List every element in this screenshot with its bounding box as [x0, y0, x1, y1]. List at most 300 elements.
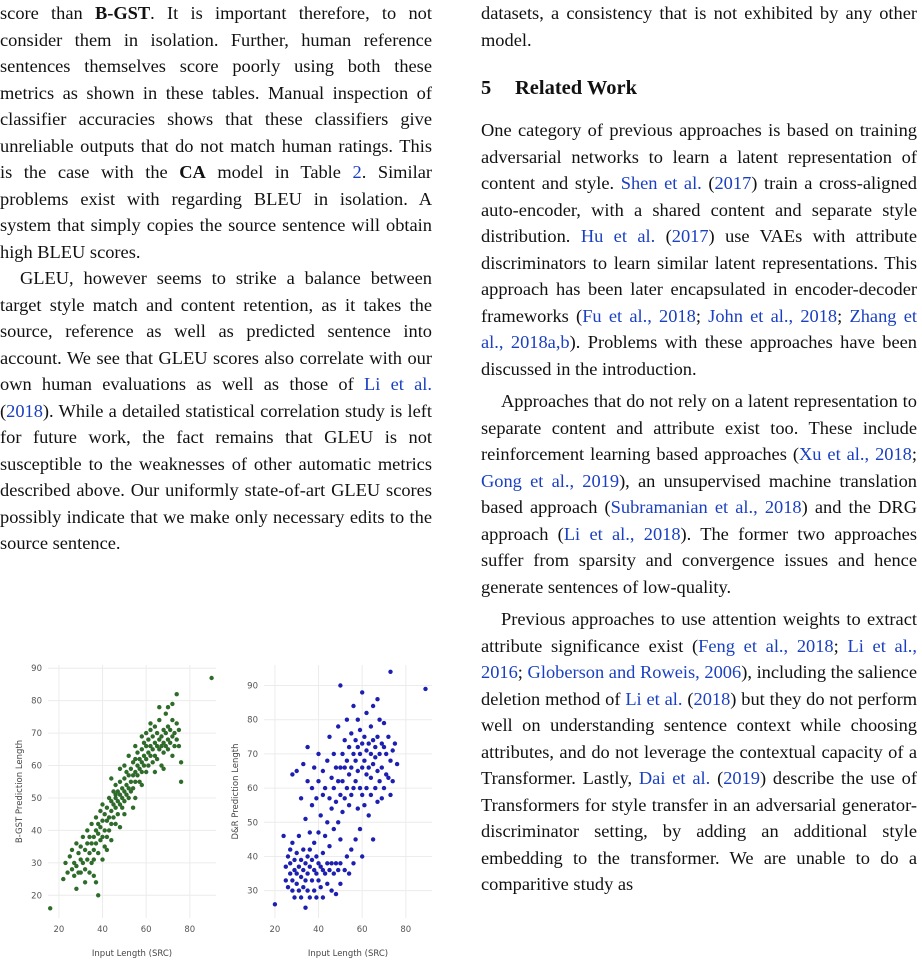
data-point [353, 837, 357, 841]
data-point [70, 848, 74, 852]
data-point [161, 767, 165, 771]
data-point [286, 885, 290, 889]
data-point [109, 809, 113, 813]
y-axis-label: B-GST Prediction Length [15, 739, 25, 844]
y-tick-label: 50 [247, 818, 258, 829]
data-point [319, 813, 323, 817]
data-point [122, 799, 126, 803]
data-point [175, 721, 179, 725]
data-point [153, 770, 157, 774]
citation-link[interactable]: Subramanian et al., 2018 [610, 497, 802, 517]
y-tick-label: 30 [31, 858, 42, 869]
data-point [345, 718, 349, 722]
data-point [327, 796, 331, 800]
data-point [303, 906, 307, 910]
data-point [303, 878, 307, 882]
data-point [303, 861, 307, 865]
text-run: ) describe the use of Transformers for style transfer in an adversarial generator-discriminator setting, by adding an additional style embedding to the transformer. We are unable to do a comparitive study as [481, 768, 917, 894]
data-point [327, 868, 331, 872]
data-point [358, 827, 362, 831]
data-point [343, 868, 347, 872]
data-point [151, 747, 155, 751]
data-point [83, 867, 87, 871]
data-point [118, 767, 122, 771]
data-point [288, 871, 292, 875]
paragraph [481, 0, 917, 53]
data-point [386, 776, 390, 780]
data-point [308, 895, 312, 899]
y-tick-label: 60 [31, 761, 42, 772]
data-point [347, 871, 351, 875]
data-point [336, 779, 340, 783]
data-point [135, 750, 139, 754]
x-tick-label: 80 [184, 925, 196, 935]
x-tick-label: 60 [140, 925, 152, 935]
text-run: ) use VAEs with attribute discriminators to learn similar latent representations. This approach has been later encapsulated in encoder-decoder frameworks ( [481, 226, 917, 326]
dr-scatter-plot [216, 651, 432, 980]
data-point [127, 773, 131, 777]
citation-link[interactable]: 2017 [714, 173, 752, 193]
data-point [321, 851, 325, 855]
data-point [140, 783, 144, 787]
data-point [382, 745, 386, 749]
data-point [301, 885, 305, 889]
paragraph [0, 265, 432, 557]
citation-link[interactable]: 2 [352, 162, 362, 182]
data-point [61, 877, 65, 881]
data-point [312, 765, 316, 769]
data-point [166, 747, 170, 751]
data-point [113, 783, 117, 787]
data-point [120, 806, 124, 810]
citation-link[interactable]: Feng et al., 2018 [698, 635, 834, 656]
data-point [144, 757, 148, 761]
data-point [336, 820, 340, 824]
data-point [332, 786, 336, 790]
data-point [131, 786, 135, 790]
text-run: . It is important therefore, to not consider them in isolation. Further, human reference sentences themselves score poorly using both these metrics as shown in these tables. Manual inspection of classifier accuracies shows that these classifiers give unreliable outputs that do not match human ratings. This is the case with the [0, 3, 432, 182]
data-point [146, 763, 150, 767]
data-point [292, 895, 296, 899]
data-point [122, 776, 126, 780]
y-tick-label: 50 [31, 793, 42, 804]
data-point [292, 858, 296, 862]
data-point [323, 834, 327, 838]
data-point [364, 711, 368, 715]
data-point [140, 734, 144, 738]
data-point [118, 825, 122, 829]
data-point [122, 812, 126, 816]
data-point [351, 786, 355, 790]
section-heading [481, 75, 917, 101]
citation-link[interactable]: Hu et al. [580, 226, 656, 246]
section-number: 5 [481, 77, 492, 99]
x-tick-label: 60 [356, 925, 368, 935]
data-point [98, 809, 102, 813]
x-tick-label: 40 [97, 925, 108, 935]
data-point [148, 721, 152, 725]
data-point [382, 786, 386, 790]
y-tick-label: 60 [247, 784, 258, 795]
data-point [79, 844, 83, 848]
data-point [109, 838, 113, 842]
text-run: ( [682, 688, 694, 709]
data-point [310, 858, 314, 862]
data-point [305, 779, 309, 783]
data-point [74, 864, 78, 868]
paragraph [0, 0, 432, 265]
data-point [140, 747, 144, 751]
data-point [87, 870, 91, 874]
text-run: score than [0, 3, 95, 23]
data-point [329, 776, 333, 780]
data-point [332, 827, 336, 831]
data-point [349, 731, 353, 735]
citation-link[interactable]: Shen et al. [620, 173, 702, 193]
data-point [338, 882, 342, 886]
data-point [179, 760, 183, 764]
data-point [159, 734, 163, 738]
data-point [177, 728, 181, 732]
data-point [362, 759, 366, 763]
text-run: GLEU, however seems to strike a balance between target style match and content retention, as it takes the source, reference as well as predicted sentence into account. We see that GLEU scores also correlate with our own human evaluations as well as those of [0, 268, 432, 394]
data-point [170, 754, 174, 758]
data-point [347, 803, 351, 807]
data-point [301, 847, 305, 851]
bold-term: B-GST [94, 3, 151, 23]
data-point [312, 841, 316, 845]
data-point [92, 874, 96, 878]
citation-link[interactable]: Li et al. [364, 374, 433, 394]
data-point [380, 765, 384, 769]
citation-link[interactable]: Li et al., 2016 [481, 635, 917, 682]
data-point [314, 871, 318, 875]
data-point [340, 752, 344, 756]
data-point [305, 888, 309, 892]
data-point [155, 731, 159, 735]
data-point [316, 779, 320, 783]
data-point [371, 762, 375, 766]
bold-term: CA [179, 162, 206, 182]
data-point [334, 892, 338, 896]
data-point [325, 861, 329, 865]
data-point [391, 748, 395, 752]
data-point [345, 854, 349, 858]
y-tick-label: 70 [247, 749, 258, 760]
data-point [310, 878, 314, 882]
data-point [353, 779, 357, 783]
data-point [92, 857, 96, 861]
data-point [144, 744, 148, 748]
data-point [290, 841, 294, 845]
text-run: ), including the salience deletion method of [481, 662, 918, 709]
data-point [148, 754, 152, 758]
data-point [338, 837, 342, 841]
data-point [321, 793, 325, 797]
data-point [367, 765, 371, 769]
data-point [290, 888, 294, 892]
citation-link[interactable]: 2018 [6, 400, 43, 421]
data-point [351, 752, 355, 756]
data-point [172, 731, 176, 735]
data-point [109, 822, 113, 826]
data-point [345, 759, 349, 763]
data-point [380, 796, 384, 800]
data-point [395, 762, 399, 766]
text-run: ; [837, 305, 850, 326]
data-point [319, 885, 323, 889]
data-point [329, 806, 333, 810]
data-point [299, 875, 303, 879]
data-point [351, 704, 355, 708]
data-point [175, 692, 179, 696]
citation-link[interactable]: Li et al. [625, 688, 683, 709]
data-point [299, 895, 303, 899]
data-point [209, 676, 213, 680]
data-point [338, 765, 342, 769]
data-point [323, 871, 327, 875]
text-run: ; [695, 305, 709, 326]
data-point [155, 757, 159, 761]
left-column [0, 0, 433, 959]
data-point [116, 812, 120, 816]
data-point [164, 731, 168, 735]
data-point [286, 854, 290, 858]
data-point [369, 724, 373, 728]
text-run: ( [710, 768, 724, 788]
text-run: ( [701, 173, 715, 193]
data-point [168, 741, 172, 745]
text-run: ( [655, 226, 672, 246]
text-run: datasets, a consistency that is not exhibited by any other model. [481, 3, 917, 50]
data-point [113, 822, 117, 826]
data-point [297, 888, 301, 892]
data-point [377, 718, 381, 722]
data-point [94, 815, 98, 819]
data-point [118, 780, 122, 784]
data-point [360, 765, 364, 769]
data-point [310, 803, 314, 807]
x-axis-label: Input Length (SRC) [307, 949, 389, 959]
data-point [164, 712, 168, 716]
data-point [334, 861, 338, 865]
data-point [295, 769, 299, 773]
data-point [349, 793, 353, 797]
y-tick-label: 30 [247, 886, 258, 897]
data-point [288, 847, 292, 851]
data-point [340, 779, 344, 783]
y-tick-label: 80 [247, 715, 258, 726]
data-point [135, 773, 139, 777]
data-point [299, 858, 303, 862]
text-run: ). The former two approaches suffer from sparsity and convergence issues and hence generate sentences of low-quality. [481, 523, 917, 597]
data-point [329, 888, 333, 892]
data-point [305, 745, 309, 749]
data-point [81, 835, 85, 839]
text-run: ; [517, 662, 528, 682]
data-point [148, 728, 152, 732]
data-point [314, 854, 318, 858]
data-point [100, 802, 104, 806]
data-point [314, 796, 318, 800]
data-point [85, 828, 89, 832]
data-point [179, 780, 183, 784]
citation-link[interactable]: Xu et al., 2018 [798, 444, 912, 464]
data-point [83, 848, 87, 852]
data-point [177, 744, 181, 748]
data-point [146, 737, 150, 741]
data-point [94, 841, 98, 845]
data-point [356, 745, 360, 749]
text-run: ), an unsupervised machine translation based approach ( [481, 470, 917, 517]
data-point [103, 812, 107, 816]
data-point [329, 861, 333, 865]
text-run: ( [0, 400, 7, 421]
data-point [345, 786, 349, 790]
data-point [338, 793, 342, 797]
data-point [351, 861, 355, 865]
data-point [63, 861, 67, 865]
citation-link[interactable]: 2018 [693, 688, 731, 709]
data-point [332, 752, 336, 756]
data-point [358, 786, 362, 790]
data-point [371, 738, 375, 742]
data-point [129, 780, 133, 784]
data-point [343, 738, 347, 742]
data-point [349, 765, 353, 769]
data-point [281, 834, 285, 838]
citation-link[interactable]: 2019 [723, 768, 760, 788]
data-point [353, 759, 357, 763]
data-point [373, 745, 377, 749]
data-point [323, 786, 327, 790]
data-point [297, 865, 301, 869]
data-point [423, 687, 427, 691]
data-point [347, 745, 351, 749]
data-point [367, 813, 371, 817]
data-point [172, 744, 176, 748]
data-point [89, 822, 93, 826]
data-point [325, 820, 329, 824]
data-point [151, 734, 155, 738]
data-point [92, 835, 96, 839]
data-point [375, 769, 379, 773]
data-point [343, 796, 347, 800]
data-point [144, 731, 148, 735]
data-point [321, 895, 325, 899]
data-point [316, 830, 320, 834]
citation-link[interactable]: Fu et al., 2018 [582, 305, 696, 326]
data-point [133, 757, 137, 761]
data-point [299, 796, 303, 800]
data-point [364, 748, 368, 752]
data-point [48, 906, 52, 910]
y-tick-label: 90 [31, 664, 42, 675]
data-point [388, 759, 392, 763]
data-point [111, 815, 115, 819]
text-run: Approaches that do not rely on a latent representation to separate content and attribute exist too. These include reinforcement learning based approaches ( [481, 391, 917, 464]
data-point [168, 728, 172, 732]
data-point [89, 841, 93, 845]
data-point [364, 772, 368, 776]
data-point [105, 848, 109, 852]
y-tick-label: 20 [31, 891, 42, 902]
citation-link[interactable]: Zhang et al., 2018a,b [481, 305, 917, 352]
data-point [113, 793, 117, 797]
citation-link[interactable]: Dai et al. [638, 768, 711, 788]
data-point [327, 844, 331, 848]
data-point [170, 702, 174, 706]
data-point [386, 735, 390, 739]
citation-link[interactable]: 2017 [671, 226, 709, 246]
text-run: model in Table [205, 162, 353, 182]
citation-link[interactable]: Li et al., 2018 [563, 523, 681, 544]
paragraph [481, 117, 917, 382]
data-point [100, 857, 104, 861]
data-point [305, 854, 309, 858]
paragraph [481, 388, 917, 600]
data-point [83, 880, 87, 884]
data-point [151, 760, 155, 764]
data-point [288, 861, 292, 865]
data-point [364, 786, 368, 790]
data-point [87, 851, 91, 855]
data-point [305, 871, 309, 875]
data-point [96, 893, 100, 897]
data-point [316, 752, 320, 756]
citation-link[interactable]: Globerson and Roweis, 2006 [527, 662, 742, 682]
data-point [295, 851, 299, 855]
y-tick-label: 90 [247, 681, 258, 692]
data-point [105, 806, 109, 810]
x-tick-label: 80 [400, 925, 412, 935]
section-title: Related Work [515, 77, 638, 99]
data-point [310, 786, 314, 790]
data-point [100, 835, 104, 839]
y-tick-label: 40 [31, 826, 42, 837]
data-point [85, 857, 89, 861]
x-tick-label: 20 [269, 925, 281, 935]
text-run: ). While a detailed statistical correlation study is left for future work, the fact remains that GLEU is not susceptible to the weaknesses of other automatic metrics described above. Our uniformly state-of-art GLEU scores possibly indicate that we make only necessary edits to the source sentence. [0, 400, 432, 553]
data-point [85, 841, 89, 845]
data-point [74, 841, 78, 845]
data-point [375, 735, 379, 739]
data-point [79, 870, 83, 874]
data-point [377, 752, 381, 756]
data-point [297, 834, 301, 838]
data-point [140, 770, 144, 774]
data-point [358, 728, 362, 732]
data-point [373, 786, 377, 790]
data-point [360, 854, 364, 858]
data-point [133, 780, 137, 784]
data-point [340, 810, 344, 814]
data-point [334, 765, 338, 769]
text-run: ). Problems with these approaches have been discussed in the introduction. [481, 332, 917, 379]
data-point [290, 772, 294, 776]
citation-link[interactable]: Gong et al., 2019 [481, 470, 620, 491]
data-point [358, 752, 362, 756]
data-point [131, 806, 135, 810]
data-point [377, 779, 381, 783]
data-point [334, 800, 338, 804]
data-point [100, 819, 104, 823]
data-point [144, 770, 148, 774]
data-point [343, 765, 347, 769]
data-point [338, 683, 342, 687]
paragraph [481, 606, 917, 898]
citation-link[interactable]: John et al., 2018 [708, 305, 838, 326]
